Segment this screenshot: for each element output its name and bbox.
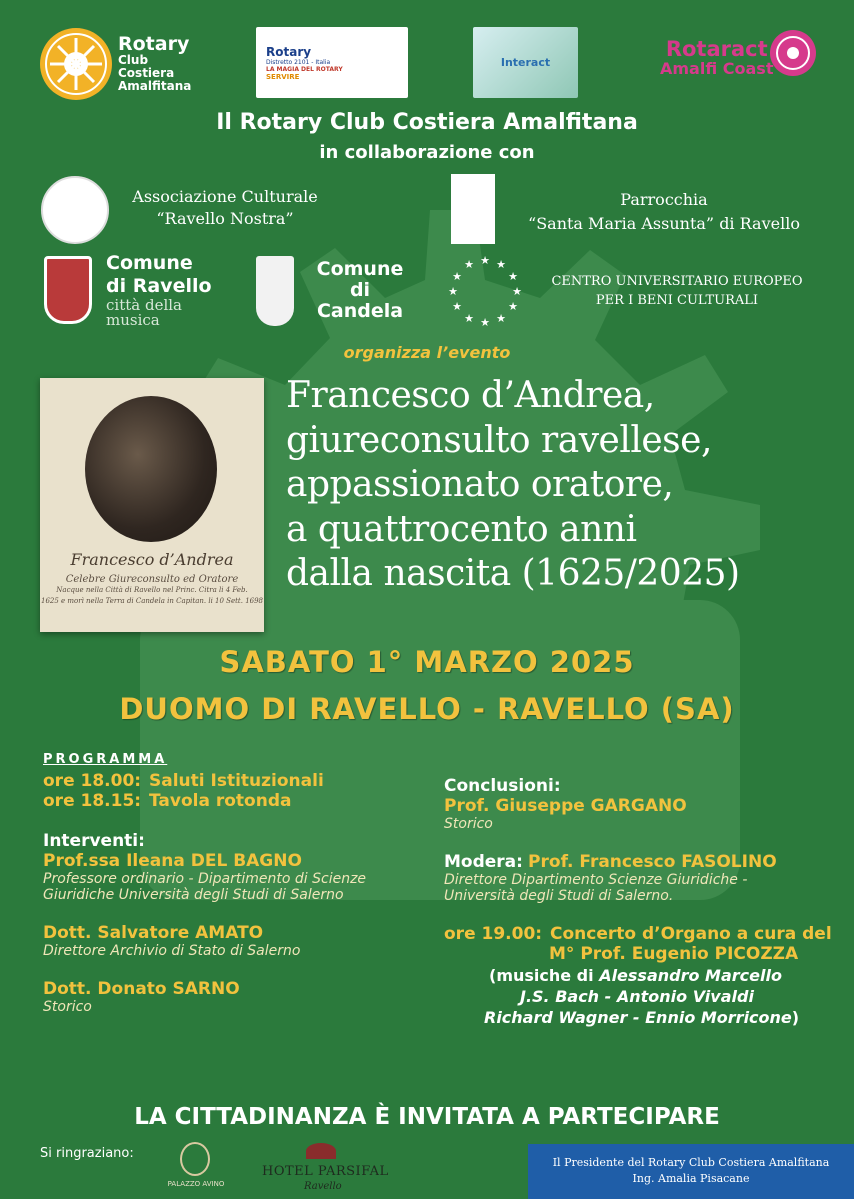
thanks-label: Si ringraziano: <box>40 1146 134 1161</box>
hotel-parsifal-sub: Ravello <box>304 1181 342 1192</box>
svg-text:★: ★ <box>464 312 474 325</box>
district-line1: Distretto 2101 - Italia <box>266 58 331 66</box>
svg-text:★: ★ <box>496 312 506 325</box>
speaker-2-role1: Direttore Archivio di Stato di Salerno <box>43 943 301 959</box>
presidente-line2: Ing. Amalia Pisacane <box>632 1172 750 1185</box>
rotaract-line2: Amalfi Coast <box>660 59 774 78</box>
event-place: DUOMO DI RAVELLO - RAVELLO (SA) <box>119 692 735 726</box>
modera-role1: Direttore Dipartimento Scienze Giuridiche - <box>444 872 748 888</box>
comune-candela-line2: di <box>349 279 371 301</box>
centro-line2: PER I BENI CULTURALI <box>595 293 759 308</box>
palazzo-avino-lion-icon <box>180 1142 210 1176</box>
rotary-club-name <box>118 34 191 93</box>
programma-text-2: Tavola rotonda <box>149 791 292 811</box>
svg-text:★: ★ <box>512 285 522 298</box>
presidente-line1: Il Presidente del Rotary Club Costiera Amalfitana <box>552 1156 830 1169</box>
programma-text-1: Saluti Istituzionali <box>149 771 324 791</box>
ravello-nostra-line2: “Ravello Nostra” <box>156 209 294 228</box>
modera-name: Prof. Francesco FASOLINO <box>528 852 777 872</box>
portrait-caption: Francesco d’Andrea <box>70 550 234 569</box>
svg-text:★: ★ <box>480 254 490 267</box>
comune-candela-line3: Candela <box>316 300 404 322</box>
speaker-3-name: Dott. Donato SARNO <box>43 979 240 999</box>
rotary-district-logo <box>256 27 408 98</box>
rotary-line4: Amalfitana <box>118 79 192 93</box>
svg-text:★: ★ <box>508 300 518 313</box>
rotary-line2: Club <box>118 53 149 67</box>
svg-text:★: ★ <box>508 270 518 283</box>
svg-text:★: ★ <box>496 258 506 271</box>
comune-ravello-line3: città della <box>106 296 182 314</box>
title-line1: Francesco d’Andrea, <box>286 375 655 416</box>
svg-text:★: ★ <box>452 270 462 283</box>
district-brand: Rotary <box>266 44 312 59</box>
hotel-parsifal-name: HOTEL PARSIFAL <box>262 1164 389 1179</box>
programma-time-2: ore 18.15: <box>43 791 142 811</box>
ravello-nostra-name <box>119 186 331 230</box>
invitation-cta: LA CITTADINANZA È INVITATA A PARTECIPARE <box>134 1104 720 1130</box>
parrocchia-church-icon <box>451 174 495 244</box>
parrocchia-name <box>505 188 823 236</box>
portrait-oval-image <box>85 396 217 542</box>
interact-brand: Interact <box>500 56 551 69</box>
comune-ravello-line4: musica <box>106 311 160 329</box>
title-line3: appassionato oratore, <box>286 464 674 505</box>
headline-line2: in collaborazione con <box>319 142 535 163</box>
music1-names: Alessandro Marcello <box>599 966 782 985</box>
parrocchia-line1: Parrocchia <box>620 190 708 209</box>
concerto-music2: J.S. Bach - Antonio Vivaldi <box>520 987 754 1006</box>
svg-text:★: ★ <box>464 258 474 271</box>
programma-label: PROGRAMMA <box>43 752 168 767</box>
district-line2: LA MAGIA DEL ROTARY <box>266 65 343 73</box>
concerto-text2: M° Prof. Eugenio PICOZZA <box>549 944 799 964</box>
portrait-engraving <box>40 378 264 632</box>
parrocchia-line2: “Santa Maria Assunta” di Ravello <box>528 214 800 233</box>
headline-line1: Il Rotary Club Costiera Amalfitana <box>216 110 638 135</box>
rotary-wheel-icon <box>40 28 112 100</box>
event-title <box>286 374 846 597</box>
ravello-crest-icon <box>44 256 92 324</box>
rotary-line1: Rotary <box>118 33 190 55</box>
music3-names: Richard Wagner - Ennio Morricone <box>484 1008 792 1027</box>
rotaract-line1: Rotaract <box>665 37 768 61</box>
district-line3: SERVIRE <box>266 72 300 81</box>
centro-universitario-name <box>530 272 824 310</box>
conclusioni-role: Storico <box>444 816 493 832</box>
conclusioni-name: Prof. Giuseppe GARGANO <box>444 796 687 816</box>
concerto-music3 <box>444 1008 844 1027</box>
portrait-subcaption2: Nacque nella Città di Ravello nel Princ. Citra li 4 Feb. <box>56 586 248 594</box>
eu-stars-icon <box>448 254 522 328</box>
palazzo-avino-name: PALAZZO AVINO <box>167 1180 225 1188</box>
comune-candela-line1: Comune <box>316 258 404 280</box>
speaker-1-name: Prof.ssa Ileana DEL BAGNO <box>43 851 302 871</box>
music3-suffix: ) <box>791 1008 800 1027</box>
rotary-line3: Costiera <box>118 66 175 80</box>
svg-text:★: ★ <box>448 285 458 298</box>
rotaract-logo <box>660 38 773 78</box>
modera-line <box>444 852 844 872</box>
comune-ravello-line2: di Ravello <box>106 275 212 297</box>
title-line5: dalla nascita (1625/2025) <box>286 553 740 594</box>
hotel-parsifal-crest-icon <box>306 1143 336 1159</box>
interventi-label: Interventi: <box>43 831 145 851</box>
music1-prefix: (musiche di <box>489 966 600 985</box>
presidente-box <box>528 1144 854 1199</box>
right-column <box>444 776 844 1027</box>
concerto-text1: Concerto d’Organo a cura del <box>550 924 832 944</box>
portrait-subcaption3: 1625 e morì nella Terra di Candela in Capitan. li 10 Sett. 1698 <box>40 597 264 605</box>
portrait-subcaption1: Celebre Giureconsulto ed Oratore <box>65 574 239 585</box>
candela-crest-icon <box>256 256 294 326</box>
modera-role2: Università degli Studi di Salerno. <box>444 888 674 904</box>
concerto-time: ore 19.00: <box>444 924 543 944</box>
ravello-nostra-seal-icon <box>41 176 109 244</box>
programma-item <box>43 791 433 811</box>
svg-text:★: ★ <box>452 300 462 313</box>
speaker-1-role2: Giuridiche Università degli Studi di Salerno <box>43 887 344 903</box>
centro-line1: CENTRO UNIVERSITARIO EUROPEO <box>551 274 803 289</box>
programma-item <box>43 771 433 791</box>
speaker-1-role1: Professore ordinario - Dipartimento di Scienze <box>43 871 367 887</box>
svg-text:★: ★ <box>480 316 490 328</box>
comune-candela-name <box>304 259 416 322</box>
modera-label: Modera: <box>444 852 523 872</box>
programma-section <box>43 752 433 1015</box>
comune-ravello-name <box>106 252 212 328</box>
interact-logo <box>473 27 578 98</box>
portrait-subcaption <box>40 574 264 607</box>
programma-time-1: ore 18.00: <box>43 771 142 791</box>
comune-ravello-line1: Comune <box>106 252 193 274</box>
speaker-2-name: Dott. Salvatore AMATO <box>43 923 264 943</box>
concerto-line <box>444 924 844 944</box>
ravello-nostra-line1: Associazione Culturale <box>132 187 318 206</box>
title-line4: a quattrocento anni <box>286 508 637 550</box>
organizza-label: organizza l’evento <box>343 343 511 362</box>
conclusioni-label: Conclusioni: <box>444 776 561 796</box>
event-date: SABATO 1° MARZO 2025 <box>219 645 635 679</box>
rotaract-wheel-icon <box>770 30 816 76</box>
title-line2: giureconsulto ravellese, <box>286 419 712 461</box>
speaker-3-role1: Storico <box>43 999 92 1015</box>
concerto-music1 <box>444 966 844 985</box>
